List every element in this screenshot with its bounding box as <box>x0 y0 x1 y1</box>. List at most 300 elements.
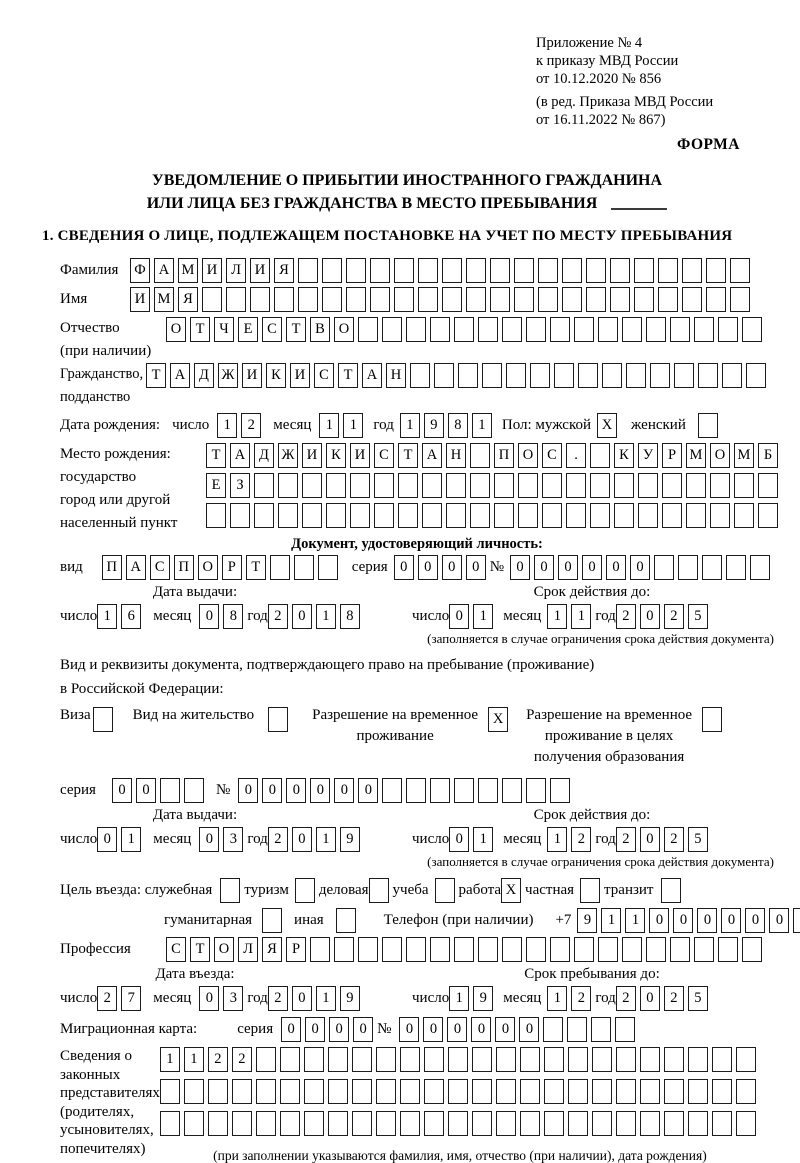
name-cell[interactable] <box>442 287 462 312</box>
purpose-humanitarian-checkbox[interactable] <box>262 908 286 933</box>
permit-valid-month-cell[interactable]: 2 <box>571 827 591 852</box>
representatives-cell[interactable] <box>376 1079 396 1104</box>
birth-place-cell[interactable] <box>230 503 250 528</box>
permit-issue-year-cell[interactable]: 1 <box>316 827 336 852</box>
surname-cell[interactable] <box>490 258 510 283</box>
doc-number-cell[interactable] <box>654 555 674 580</box>
birth-place-cell[interactable]: М <box>686 443 706 468</box>
birth-place-cell[interactable] <box>350 473 370 498</box>
temp-residence-checkbox[interactable] <box>488 705 512 732</box>
doc-number-cell[interactable]: 0 <box>558 555 578 580</box>
valid-year-cell[interactable]: 2 <box>616 604 636 629</box>
stay-month-field[interactable] <box>547 986 595 1011</box>
birth-place-cell[interactable] <box>590 473 610 498</box>
surname-cell[interactable] <box>298 258 318 283</box>
birth-place-cell[interactable] <box>254 473 274 498</box>
permit-number-cell[interactable]: 0 <box>358 778 378 803</box>
temp-residence-edu-checkbox[interactable] <box>702 705 726 732</box>
birth-place-row3[interactable] <box>206 503 782 528</box>
representatives-cell[interactable] <box>520 1079 540 1104</box>
birth-place-cell[interactable]: А <box>422 443 442 468</box>
representatives-cell[interactable] <box>376 1111 396 1136</box>
representatives-cell[interactable] <box>280 1079 300 1104</box>
birth-place-cell[interactable]: М <box>734 443 754 468</box>
issue-month-cell[interactable]: 8 <box>223 604 243 629</box>
surname-cell[interactable] <box>442 258 462 283</box>
permit-number-field[interactable] <box>238 778 574 803</box>
birth-place-cell[interactable] <box>662 503 682 528</box>
phone-cell[interactable]: 0 <box>745 908 765 933</box>
entry-day-cell[interactable]: 7 <box>121 986 141 1011</box>
citizenship-cell[interactable]: А <box>362 363 382 388</box>
surname-cell[interactable] <box>538 258 558 283</box>
patronymic-cell[interactable] <box>718 317 738 342</box>
stay-month-cell[interactable]: 2 <box>571 986 591 1011</box>
permit-number-cell[interactable]: 0 <box>310 778 330 803</box>
representatives-cell[interactable] <box>592 1111 612 1136</box>
purpose-study-cell[interactable] <box>435 878 455 903</box>
doc-number-cell[interactable]: 0 <box>630 555 650 580</box>
representatives-cell[interactable] <box>472 1047 492 1072</box>
purpose-other-cell[interactable] <box>336 908 356 933</box>
issue-year-cell[interactable]: 2 <box>268 604 288 629</box>
surname-cell[interactable] <box>394 258 414 283</box>
profession-cell[interactable] <box>718 937 738 962</box>
citizenship-cell[interactable]: Т <box>338 363 358 388</box>
profession-cell[interactable] <box>334 937 354 962</box>
representatives-cell[interactable] <box>208 1079 228 1104</box>
patronymic-cell[interactable] <box>598 317 618 342</box>
doc-kind-cell[interactable]: Т <box>246 555 266 580</box>
permit-series-cell[interactable]: 0 <box>136 778 156 803</box>
doc-number-cell[interactable]: 0 <box>582 555 602 580</box>
representatives-cell[interactable] <box>304 1047 324 1072</box>
doc-kind-cell[interactable]: П <box>102 555 122 580</box>
citizenship-cell[interactable] <box>578 363 598 388</box>
surname-cell[interactable] <box>514 258 534 283</box>
permit-number-cell[interactable] <box>430 778 450 803</box>
representatives-cell[interactable] <box>328 1111 348 1136</box>
stay-year-cell[interactable]: 2 <box>616 986 636 1011</box>
patronymic-cell[interactable] <box>478 317 498 342</box>
migration-series-field[interactable] <box>281 1017 377 1042</box>
birth-day-cell[interactable]: 1 <box>217 413 237 438</box>
representatives-cell[interactable] <box>688 1047 708 1072</box>
representatives-cell[interactable] <box>400 1047 420 1072</box>
representatives-cell[interactable] <box>400 1111 420 1136</box>
name-cell[interactable] <box>514 287 534 312</box>
doc-issue-day[interactable] <box>97 604 145 629</box>
name-cell[interactable] <box>418 287 438 312</box>
birth-place-cell[interactable]: Т <box>206 443 226 468</box>
patronymic-cell[interactable]: С <box>262 317 282 342</box>
permit-series-cell[interactable]: 0 <box>112 778 132 803</box>
purpose-study-checkbox[interactable] <box>435 878 459 903</box>
representatives-cell[interactable] <box>472 1079 492 1104</box>
birth-place-cell[interactable] <box>566 503 586 528</box>
migration-series-cell[interactable]: 0 <box>353 1017 373 1042</box>
birth-place-cell[interactable] <box>494 473 514 498</box>
surname-cell[interactable] <box>418 258 438 283</box>
entry-year-cell[interactable]: 9 <box>340 986 360 1011</box>
migration-series-cell[interactable]: 0 <box>305 1017 325 1042</box>
citizenship-cell[interactable] <box>434 363 454 388</box>
patronymic-cell[interactable] <box>406 317 426 342</box>
temp-residence-edu-checkbox-cell[interactable] <box>702 707 722 732</box>
name-cell[interactable] <box>730 287 750 312</box>
representatives-cell[interactable] <box>736 1047 756 1072</box>
birth-year-cell[interactable]: 8 <box>448 413 468 438</box>
doc-kind-cell[interactable]: Р <box>222 555 242 580</box>
valid-year-cell[interactable]: 0 <box>640 604 660 629</box>
birth-place-cell[interactable]: Р <box>662 443 682 468</box>
purpose-transit-cell[interactable] <box>661 878 681 903</box>
visa-checkbox-cell[interactable] <box>93 707 113 732</box>
birth-place-cell[interactable] <box>446 503 466 528</box>
name-cell[interactable] <box>466 287 486 312</box>
migration-number-cell[interactable]: 0 <box>423 1017 443 1042</box>
profession-cell[interactable]: Р <box>286 937 306 962</box>
visa-checkbox[interactable] <box>93 705 117 732</box>
purpose-private-checkbox[interactable] <box>580 878 604 903</box>
representatives-cell[interactable] <box>640 1047 660 1072</box>
doc-series-field[interactable] <box>394 555 490 580</box>
representatives-cell[interactable] <box>664 1079 684 1104</box>
birth-place-cell[interactable] <box>494 503 514 528</box>
entry-month-cell[interactable]: 3 <box>223 986 243 1011</box>
permit-issue-year[interactable] <box>268 827 364 852</box>
birth-place-cell[interactable]: С <box>374 443 394 468</box>
representatives-row2[interactable] <box>160 1079 760 1104</box>
stay-year-cell[interactable]: 5 <box>688 986 708 1011</box>
birth-place-cell[interactable] <box>638 473 658 498</box>
purpose-work-checkbox[interactable] <box>501 878 525 903</box>
doc-number-cell[interactable] <box>702 555 722 580</box>
representatives-cell[interactable] <box>520 1047 540 1072</box>
name-cell[interactable] <box>586 287 606 312</box>
doc-series-cell[interactable]: 0 <box>418 555 438 580</box>
residence-permit-checkbox-cell[interactable] <box>268 707 288 732</box>
patronymic-cell[interactable]: Т <box>286 317 306 342</box>
birth-place-cell[interactable] <box>590 443 610 468</box>
migration-number-field[interactable] <box>399 1017 639 1042</box>
representatives-cell[interactable] <box>640 1111 660 1136</box>
birth-place-row2[interactable] <box>206 473 782 498</box>
doc-valid-day[interactable] <box>449 604 497 629</box>
profession-cell[interactable]: Я <box>262 937 282 962</box>
citizenship-cell[interactable]: Т <box>146 363 166 388</box>
representatives-cell[interactable] <box>424 1047 444 1072</box>
representatives-cell[interactable] <box>544 1047 564 1072</box>
patronymic-cell[interactable] <box>382 317 402 342</box>
permit-valid-day[interactable] <box>449 827 497 852</box>
name-cell[interactable] <box>394 287 414 312</box>
profession-cell[interactable] <box>670 937 690 962</box>
birth-place-cell[interactable]: Т <box>398 443 418 468</box>
name-cell[interactable] <box>634 287 654 312</box>
patronymic-cell[interactable] <box>622 317 642 342</box>
surname-cell[interactable] <box>682 258 702 283</box>
representatives-cell[interactable] <box>208 1111 228 1136</box>
surname-cell[interactable] <box>730 258 750 283</box>
patronymic-cell[interactable] <box>526 317 546 342</box>
citizenship-cell[interactable]: Ж <box>218 363 238 388</box>
representatives-cell[interactable] <box>352 1047 372 1072</box>
permit-issue-day[interactable] <box>97 827 145 852</box>
name-cell[interactable] <box>226 287 246 312</box>
birth-place-cell[interactable] <box>710 503 730 528</box>
permit-valid-year-cell[interactable]: 5 <box>688 827 708 852</box>
name-cell[interactable]: М <box>154 287 174 312</box>
doc-number-cell[interactable]: 0 <box>510 555 530 580</box>
permit-valid-year-cell[interactable]: 2 <box>616 827 636 852</box>
representatives-cell[interactable] <box>160 1079 180 1104</box>
profession-cell[interactable] <box>454 937 474 962</box>
issue-year-cell[interactable]: 8 <box>340 604 360 629</box>
birth-place-cell[interactable] <box>278 473 298 498</box>
birth-place-cell[interactable]: Е <box>206 473 226 498</box>
stay-day-cell[interactable]: 9 <box>473 986 493 1011</box>
temp-residence-checkbox-cell[interactable]: X <box>488 707 508 732</box>
name-cell[interactable] <box>370 287 390 312</box>
representatives-cell[interactable]: 2 <box>208 1047 228 1072</box>
representatives-cell[interactable] <box>448 1047 468 1072</box>
residence-permit-checkbox[interactable] <box>268 705 292 732</box>
birth-place-cell[interactable] <box>326 473 346 498</box>
phone-cell[interactable] <box>793 908 800 933</box>
birth-place-cell[interactable] <box>566 473 586 498</box>
name-cell[interactable] <box>202 287 222 312</box>
issue-day-cell[interactable]: 1 <box>97 604 117 629</box>
birth-place-cell[interactable]: И <box>350 443 370 468</box>
valid-month-cell[interactable]: 1 <box>571 604 591 629</box>
representatives-cell[interactable] <box>472 1111 492 1136</box>
representatives-cell[interactable] <box>184 1079 204 1104</box>
purpose-transit-checkbox[interactable] <box>661 878 685 903</box>
phone-cell[interactable]: 1 <box>601 908 621 933</box>
representatives-cell[interactable] <box>664 1047 684 1072</box>
valid-year-cell[interactable]: 5 <box>688 604 708 629</box>
representatives-cell[interactable] <box>568 1111 588 1136</box>
profession-cell[interactable] <box>694 937 714 962</box>
representatives-cell[interactable] <box>520 1111 540 1136</box>
representatives-cell[interactable] <box>352 1111 372 1136</box>
representatives-cell[interactable] <box>184 1111 204 1136</box>
doc-valid-month[interactable] <box>547 604 595 629</box>
representatives-cell[interactable] <box>712 1047 732 1072</box>
migration-series-cell[interactable]: 0 <box>281 1017 301 1042</box>
permit-number-cell[interactable] <box>478 778 498 803</box>
birth-place-cell[interactable] <box>470 503 490 528</box>
representatives-cell[interactable] <box>232 1079 252 1104</box>
name-cell[interactable] <box>322 287 342 312</box>
purpose-tourism-checkbox[interactable] <box>295 878 319 903</box>
migration-number-cell[interactable]: 0 <box>495 1017 515 1042</box>
birth-place-cell[interactable]: . <box>566 443 586 468</box>
surname-cell[interactable]: А <box>154 258 174 283</box>
sex-female-checkbox[interactable] <box>698 413 722 438</box>
doc-kind-cell[interactable]: А <box>126 555 146 580</box>
representatives-cell[interactable] <box>736 1111 756 1136</box>
profession-cell[interactable] <box>358 937 378 962</box>
representatives-cell[interactable] <box>496 1079 516 1104</box>
doc-issue-year[interactable] <box>268 604 364 629</box>
issue-year-cell[interactable]: 0 <box>292 604 312 629</box>
representatives-cell[interactable] <box>616 1079 636 1104</box>
stay-day-cell[interactable]: 1 <box>449 986 469 1011</box>
profession-cell[interactable] <box>310 937 330 962</box>
entry-year-cell[interactable]: 1 <box>316 986 336 1011</box>
representatives-cell[interactable] <box>352 1079 372 1104</box>
representatives-row3[interactable] <box>160 1111 760 1136</box>
issue-year-cell[interactable]: 1 <box>316 604 336 629</box>
doc-series-cell[interactable]: 0 <box>442 555 462 580</box>
phone-cell[interactable]: 1 <box>625 908 645 933</box>
citizenship-cell[interactable]: И <box>242 363 262 388</box>
birth-place-cell[interactable] <box>614 503 634 528</box>
permit-number-cell[interactable]: 0 <box>238 778 258 803</box>
entry-month-field[interactable] <box>199 986 247 1011</box>
representatives-cell[interactable]: 1 <box>160 1047 180 1072</box>
representatives-cell[interactable] <box>616 1047 636 1072</box>
citizenship-cell[interactable] <box>410 363 430 388</box>
representatives-cell[interactable] <box>616 1111 636 1136</box>
birth-place-cell[interactable] <box>542 473 562 498</box>
birth-year-cell[interactable]: 1 <box>472 413 492 438</box>
patronymic-cell[interactable] <box>646 317 666 342</box>
citizenship-cell[interactable] <box>458 363 478 388</box>
permit-number-cell[interactable] <box>406 778 426 803</box>
profession-cell[interactable] <box>382 937 402 962</box>
purpose-tourism-cell[interactable] <box>295 878 315 903</box>
patronymic-cell[interactable]: О <box>334 317 354 342</box>
name-cell[interactable] <box>610 287 630 312</box>
representatives-cell[interactable] <box>256 1079 276 1104</box>
citizenship-cell[interactable] <box>530 363 550 388</box>
patronymic-cell[interactable] <box>742 317 762 342</box>
birth-day-cell[interactable]: 2 <box>241 413 261 438</box>
stay-year-field[interactable] <box>616 986 712 1011</box>
birth-place-cell[interactable] <box>662 473 682 498</box>
name-cell[interactable] <box>346 287 366 312</box>
permit-series-field[interactable] <box>112 778 208 803</box>
doc-number-field[interactable] <box>510 555 774 580</box>
doc-series-cell[interactable]: 0 <box>466 555 486 580</box>
citizenship-cell[interactable] <box>602 363 622 388</box>
citizenship-cell[interactable]: Н <box>386 363 406 388</box>
migration-number-cell[interactable] <box>543 1017 563 1042</box>
representatives-cell[interactable] <box>592 1079 612 1104</box>
doc-number-cell[interactable] <box>726 555 746 580</box>
doc-kind-cell[interactable] <box>294 555 314 580</box>
birth-place-cell[interactable]: К <box>326 443 346 468</box>
doc-kind-cell[interactable]: С <box>150 555 170 580</box>
issue-day-cell[interactable]: 6 <box>121 604 141 629</box>
permit-valid-year[interactable] <box>616 827 712 852</box>
surname-cell[interactable] <box>322 258 342 283</box>
entry-year-cell[interactable]: 2 <box>268 986 288 1011</box>
permit-issue-month-cell[interactable]: 3 <box>223 827 243 852</box>
profession-cell[interactable]: Л <box>238 937 258 962</box>
representatives-row1[interactable] <box>160 1047 760 1072</box>
phone-cell[interactable]: 0 <box>697 908 717 933</box>
patronymic-cell[interactable]: Т <box>190 317 210 342</box>
purpose-private-cell[interactable] <box>580 878 600 903</box>
sex-male-checkbox-cell[interactable]: X <box>597 413 617 438</box>
patronymic-cell[interactable]: В <box>310 317 330 342</box>
surname-cell[interactable] <box>610 258 630 283</box>
permit-valid-day-cell[interactable]: 1 <box>473 827 493 852</box>
doc-number-cell[interactable] <box>678 555 698 580</box>
permit-number-cell[interactable] <box>382 778 402 803</box>
migration-number-cell[interactable] <box>591 1017 611 1042</box>
birth-place-cell[interactable] <box>350 503 370 528</box>
representatives-cell[interactable] <box>424 1079 444 1104</box>
citizenship-cell[interactable]: А <box>170 363 190 388</box>
doc-kind-cell[interactable]: О <box>198 555 218 580</box>
birth-place-cell[interactable] <box>422 503 442 528</box>
citizenship-cell[interactable]: С <box>314 363 334 388</box>
birth-place-cell[interactable] <box>686 503 706 528</box>
birth-place-cell[interactable] <box>254 503 274 528</box>
entry-year-field[interactable] <box>268 986 364 1011</box>
migration-number-cell[interactable] <box>567 1017 587 1042</box>
citizenship-cell[interactable] <box>698 363 718 388</box>
permit-number-cell[interactable] <box>526 778 546 803</box>
surname-field[interactable] <box>130 258 754 283</box>
profession-cell[interactable] <box>526 937 546 962</box>
surname-cell[interactable]: М <box>178 258 198 283</box>
permit-number-cell[interactable] <box>454 778 474 803</box>
permit-number-cell[interactable] <box>550 778 570 803</box>
name-cell[interactable] <box>538 287 558 312</box>
profession-cell[interactable] <box>478 937 498 962</box>
name-cell[interactable] <box>298 287 318 312</box>
permit-number-cell[interactable]: 0 <box>286 778 306 803</box>
patronymic-cell[interactable]: О <box>166 317 186 342</box>
representatives-cell[interactable] <box>448 1079 468 1104</box>
permit-valid-year-cell[interactable]: 2 <box>664 827 684 852</box>
citizenship-cell[interactable]: К <box>266 363 286 388</box>
birth-place-cell[interactable] <box>470 443 490 468</box>
surname-cell[interactable]: И <box>202 258 222 283</box>
surname-cell[interactable] <box>370 258 390 283</box>
name-cell[interactable] <box>706 287 726 312</box>
permit-series-cell[interactable] <box>160 778 180 803</box>
representatives-cell[interactable] <box>592 1047 612 1072</box>
permit-valid-month[interactable] <box>547 827 595 852</box>
citizenship-cell[interactable] <box>650 363 670 388</box>
birth-place-cell[interactable] <box>518 473 538 498</box>
surname-cell[interactable]: И <box>250 258 270 283</box>
representatives-cell[interactable] <box>328 1079 348 1104</box>
representatives-cell[interactable] <box>376 1047 396 1072</box>
birth-place-cell[interactable] <box>590 503 610 528</box>
citizenship-cell[interactable] <box>674 363 694 388</box>
issue-month-cell[interactable]: 0 <box>199 604 219 629</box>
patronymic-field[interactable] <box>166 317 766 342</box>
surname-cell[interactable] <box>346 258 366 283</box>
birth-day-field[interactable] <box>217 413 265 438</box>
birth-place-cell[interactable]: У <box>638 443 658 468</box>
phone-cell[interactable]: 0 <box>769 908 789 933</box>
birth-place-cell[interactable] <box>734 473 754 498</box>
birth-year-field[interactable] <box>400 413 496 438</box>
profession-field[interactable] <box>166 937 766 962</box>
birth-place-cell[interactable] <box>278 503 298 528</box>
doc-number-cell[interactable] <box>750 555 770 580</box>
migration-number-cell[interactable]: 0 <box>399 1017 419 1042</box>
